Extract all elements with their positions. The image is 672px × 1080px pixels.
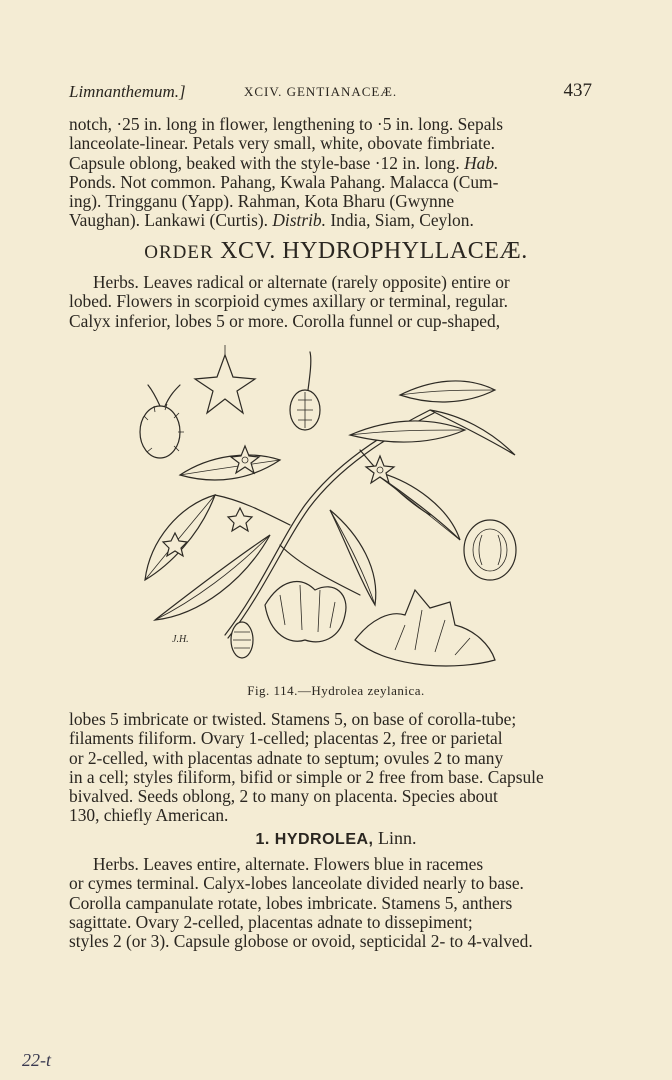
text-line: filaments filiform. Ovary 1-celled; placentas 2, free or parietal [69, 728, 503, 749]
text-line: Ponds. Not common. Pahang, Kwala Pahang. Malacca (Cum- [69, 171, 499, 192]
text-line: bivalved. Seeds oblong, 2 to many on placenta. Species about [69, 786, 498, 807]
hab-label: Hab. [464, 152, 499, 173]
text-line: ing). Tringganu (Yapp). Rahman, Kota Bharu (Gwynne [69, 191, 455, 212]
fruit-detail [140, 385, 184, 458]
text-line: Corolla campanulate rotate, lobes imbricate. Stamens 5, anthers [69, 892, 513, 913]
order-name: XCV. HYDROPHYLLACEÆ. [220, 238, 528, 264]
running-head: Limnanthemum.] [69, 82, 186, 101]
genus-description-paragraph [69, 855, 593, 951]
text-line: or 2-celled, with placentas adnate to septum; ovules 2 to many [69, 747, 504, 768]
species-description-paragraph [69, 115, 593, 231]
flower-cluster-detail [265, 582, 346, 642]
text-line: Herbs. Leaves entire, alternate. Flowers blue in racemes [93, 854, 484, 874]
text-line: Vaughan). Lankawi (Curtis). Distrib. India, Siam, Ceylon. [69, 210, 474, 231]
illustrator-signature: J.H. [172, 634, 189, 645]
seed-detail [231, 622, 253, 658]
handwritten-margin-note: 22-t [22, 1050, 51, 1070]
page-header [69, 80, 592, 106]
genus-heading [0, 828, 672, 849]
flower-detail [195, 345, 255, 413]
genus-name: 1. HYDROLEA, [255, 831, 374, 848]
genus-author: Linn. [378, 828, 417, 848]
text-line: lobed. Flowers in scorpioid cymes axillary or terminal, regular. [69, 291, 509, 312]
order-heading [0, 238, 672, 265]
page-number: 437 [563, 80, 592, 101]
text-line: notch, ·25 in. long in flower, lengthening to ·5 in. long. Sepals [69, 114, 504, 134]
continued-paragraph [69, 710, 593, 826]
text-line: styles 2 (or 3). Capsule globose or ovoid, septicidal 2- to 4-valved. [69, 931, 533, 952]
text-line: Calyx inferior, lobes 5 or more. Corolla funnel or cup-shaped, [69, 310, 501, 331]
flower [228, 508, 252, 531]
text-line: lobes 5 imbricate or twisted. Stamens 5, on base of corolla-tube; [69, 709, 517, 729]
botanical-illustration [130, 340, 525, 675]
ovary-section-detail [464, 520, 516, 580]
order-prefix: ORDER [144, 242, 214, 263]
text-line: Herbs. Leaves radical or alternate (rarely opposite) entire or [93, 272, 510, 292]
leaf [350, 421, 465, 442]
text-line: or cymes terminal. Calyx-lobes lanceolate divided nearly to base. [69, 873, 524, 894]
text-line: 130, chiefly American. [69, 805, 229, 826]
distrib-label: Distrib. [272, 210, 326, 231]
figure-caption: Fig. 114.—Hydrolea zeylanica. [247, 683, 425, 698]
order-description-paragraph [69, 273, 593, 331]
section-title: XCIV. GENTIANACEÆ. [244, 84, 398, 99]
text-line: sagittate. Ovary 2-celled, placentas adnate to dissepiment; [69, 911, 473, 932]
text-line: lanceolate-linear. Petals very small, white, obovate fimbriate. [69, 133, 495, 154]
capsule-detail [290, 352, 320, 430]
text-line: Capsule oblong, beaked with the style-base ·12 in. long. Hab. [69, 152, 499, 173]
text-line: in a cell; styles filiform, bifid or simple or 2 free from base. Capsule [69, 766, 544, 787]
leaf [400, 381, 495, 402]
